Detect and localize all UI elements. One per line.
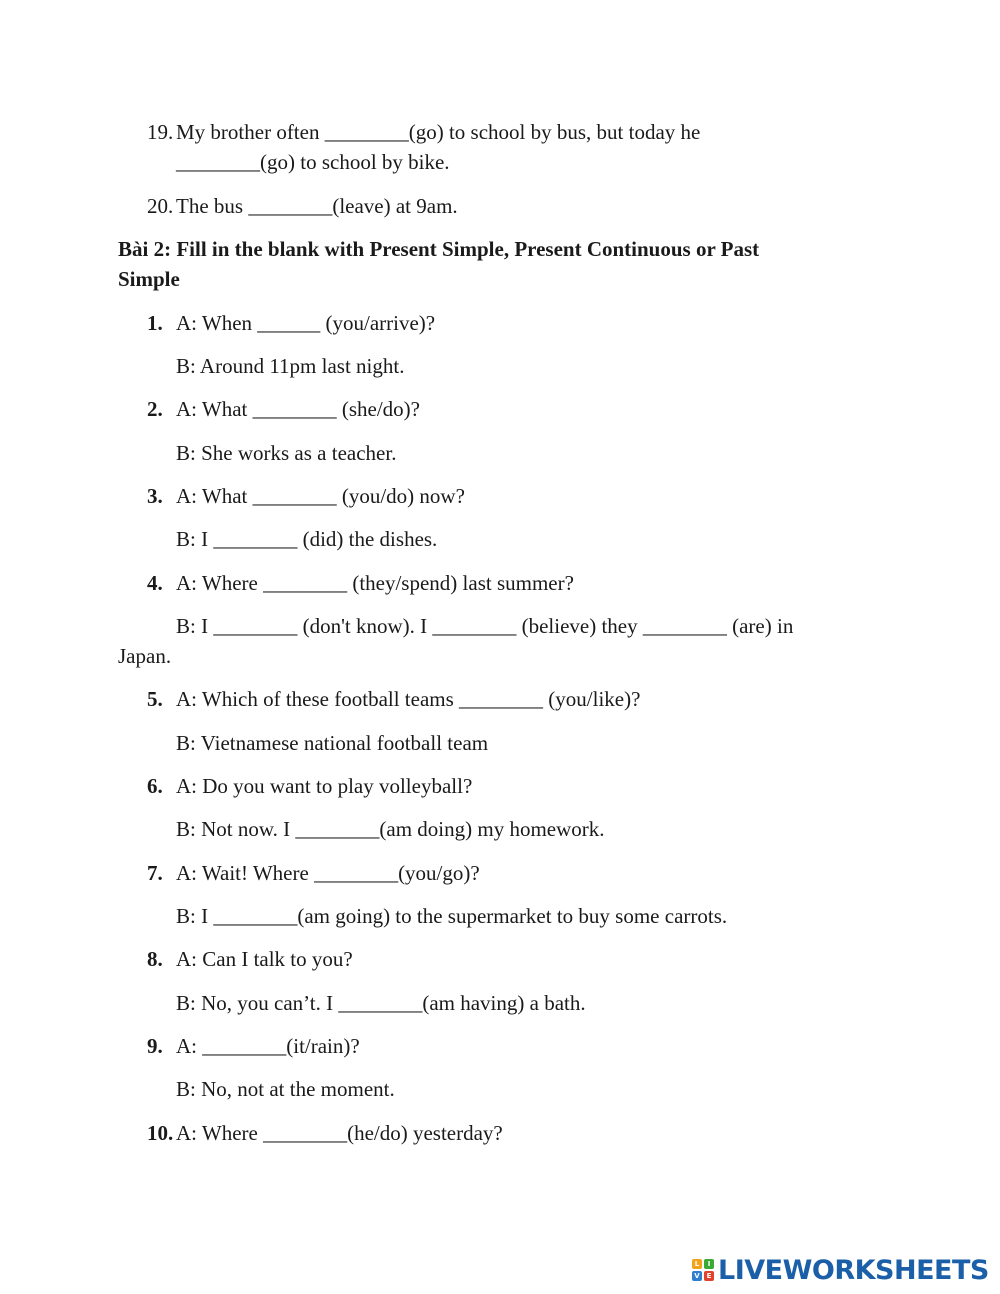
item-number: 9. bbox=[147, 1034, 163, 1058]
dialogue-item-5-b: B: Vietnamese national football team bbox=[176, 731, 489, 755]
line-a: A: Can I talk to you? bbox=[176, 947, 353, 971]
line-a: A: Do you want to play volleyball? bbox=[176, 774, 473, 798]
dialogue-item-10-a bbox=[147, 1120, 503, 1146]
logo-tile: I bbox=[704, 1259, 714, 1269]
question-number: 20. bbox=[147, 194, 174, 218]
dialogue-item-7-a bbox=[147, 860, 480, 886]
exercise-heading: Bài 2: Fill in the blank with Present Simple, Present Continuous or Past bbox=[118, 237, 760, 261]
item-number: 3. bbox=[147, 484, 163, 508]
dialogue-item-4-b: B: I ________ (don't know). I ________ (believe) they ________ (are) in bbox=[176, 614, 794, 638]
dialogue-item-4-b-continuation: Japan. bbox=[118, 644, 172, 668]
dialogue-item-2-a bbox=[147, 396, 420, 422]
line-a: A: Wait! Where ________(you/go)? bbox=[176, 861, 480, 885]
logo-text: LIVEWORKSHEETS bbox=[718, 1254, 989, 1286]
line-a: A: Where ________ (they/spend) last summer? bbox=[176, 571, 574, 595]
dialogue-item-6-a bbox=[147, 773, 472, 799]
dialogue-item-5-a bbox=[147, 686, 640, 712]
dialogue-item-7-b: B: I ________(am going) to the supermarket to buy some carrots. bbox=[176, 904, 728, 928]
liveworksheets-logo bbox=[692, 1254, 989, 1286]
item-number: 4. bbox=[147, 571, 163, 595]
item-number: 7. bbox=[147, 861, 163, 885]
dialogue-item-4-a bbox=[147, 570, 574, 596]
logo-tile: V bbox=[692, 1271, 702, 1281]
line-a: A: What ________ (you/do) now? bbox=[176, 484, 465, 508]
dialogue-item-1-b: B: Around 11pm last night. bbox=[176, 354, 405, 378]
line-a: A: What ________ (she/do)? bbox=[176, 397, 420, 421]
item-number: 8. bbox=[147, 947, 163, 971]
exercise-heading-continuation: Simple bbox=[118, 267, 180, 291]
item-number: 1. bbox=[147, 311, 163, 335]
item-number: 6. bbox=[147, 774, 163, 798]
dialogue-item-9-b: B: No, not at the moment. bbox=[176, 1077, 395, 1101]
question-text: My brother often ________(go) to school by bus, but today he bbox=[176, 120, 701, 144]
logo-tile: L bbox=[692, 1259, 702, 1269]
item-number: 2. bbox=[147, 397, 163, 421]
item-number: 10. bbox=[147, 1121, 174, 1145]
line-a: A: Which of these football teams ________ (you/like)? bbox=[176, 687, 641, 711]
liveworksheets-logo-icon bbox=[692, 1259, 714, 1281]
logo-tile: E bbox=[704, 1271, 714, 1281]
line-a: A: Where ________(he/do) yesterday? bbox=[176, 1121, 503, 1145]
dialogue-item-1-a bbox=[147, 310, 435, 336]
line-a: A: When ______ (you/arrive)? bbox=[176, 311, 436, 335]
line-a: A: ________(it/rain)? bbox=[176, 1034, 360, 1058]
dialogue-item-8-a bbox=[147, 946, 353, 972]
dialogue-item-9-a bbox=[147, 1033, 360, 1059]
question-20 bbox=[147, 193, 458, 219]
dialogue-item-6-b: B: Not now. I ________(am doing) my homework. bbox=[176, 817, 605, 841]
dialogue-item-3-a bbox=[147, 483, 465, 509]
question-19-continuation: ________(go) to school by bike. bbox=[176, 150, 450, 174]
dialogue-item-3-b: B: I ________ (did) the dishes. bbox=[176, 527, 438, 551]
dialogue-item-8-b: B: No, you can’t. I ________(am having) a bath. bbox=[176, 991, 586, 1015]
item-number: 5. bbox=[147, 687, 163, 711]
question-text: The bus ________(leave) at 9am. bbox=[176, 194, 458, 218]
question-number: 19. bbox=[147, 120, 174, 144]
question-19 bbox=[147, 119, 700, 145]
dialogue-item-2-b: B: She works as a teacher. bbox=[176, 441, 397, 465]
